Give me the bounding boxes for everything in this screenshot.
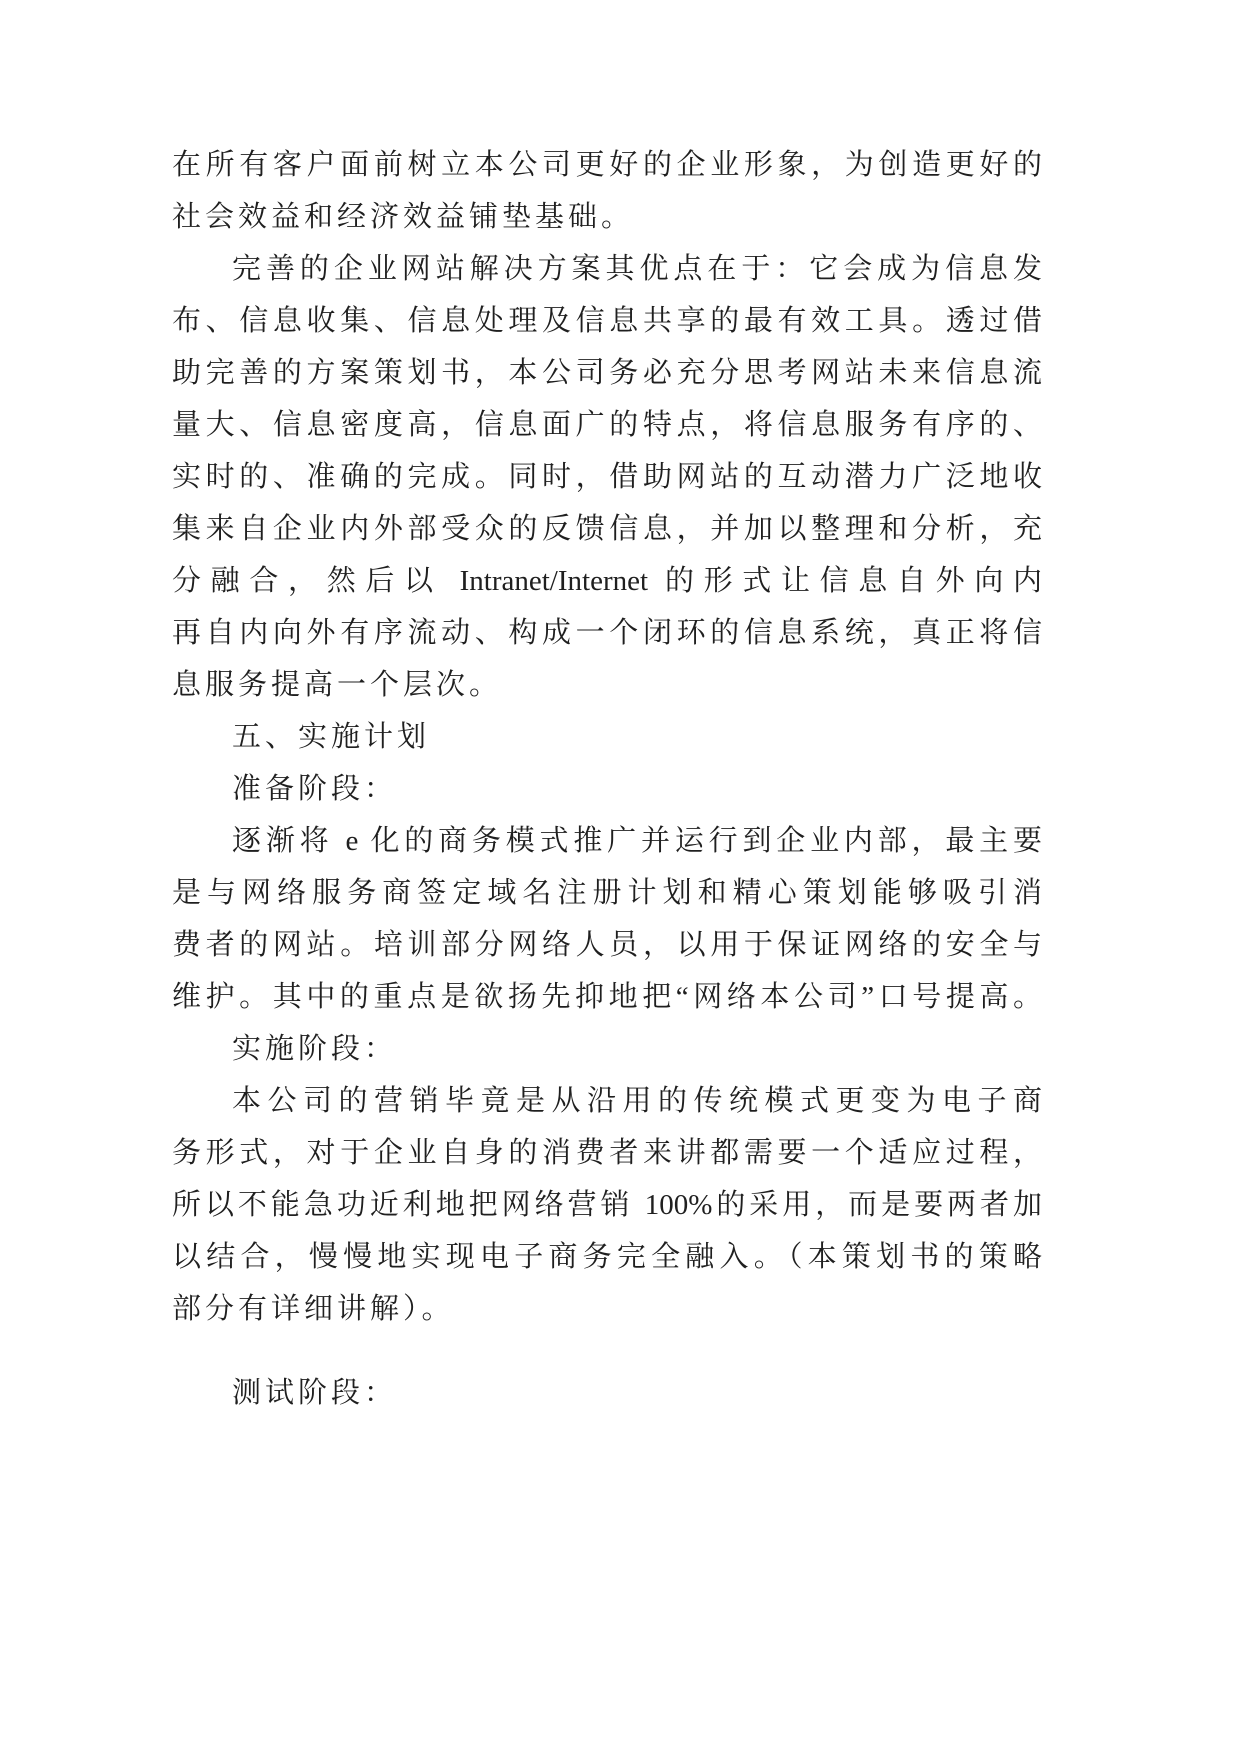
- text-line: 部分有详细讲解）。: [172, 1293, 455, 1325]
- text-line: 是与网络服务商签定域名注册计划和精心策划能够吸引消: [172, 877, 1042, 909]
- text-line: 在所有客户面前树立本公司更好的企业形象，为创造更好的: [172, 149, 1042, 181]
- phase-heading-testing: 测试阶段：: [232, 1377, 398, 1409]
- phase-heading-implementation: 实施阶段：: [232, 1033, 398, 1065]
- text-line: 实时的、准确的完成。同时，借助网站的互动潜力广泛地收: [172, 461, 1042, 493]
- phase-heading-preparation: 准备阶段：: [232, 773, 398, 805]
- document-body: [172, 139, 1042, 1419]
- text-line: 务形式，对于企业自身的消费者来讲都需要一个适应过程，: [172, 1137, 1042, 1169]
- text-line: 助完善的方案策划书，本公司务必充分思考网站未来信息流: [172, 357, 1042, 389]
- text-line: 量大、信息密度高，信息面广的特点，将信息服务有序的、: [172, 409, 1042, 441]
- text-line: 再自内向外有序流动、构成一个闭环的信息系统，真正将信: [172, 617, 1042, 649]
- text-line: 维护。其中的重点是欲扬先抑地把“网络本公司”口号提高。: [172, 981, 1042, 1013]
- text-line: 分融合，然后以 Intranet/Internet 的形式让信息自外向内: [172, 565, 1042, 597]
- text-line: 所以不能急功近利地把网络营销 100%的采用，而是要两者加: [172, 1189, 1042, 1221]
- text-line: 本公司的营销毕竟是从沿用的传统模式更变为电子商: [232, 1085, 1042, 1117]
- text-line: 以结合，慢慢地实现电子商务完全融入。（本策划书的策略: [172, 1241, 1042, 1273]
- text-line: 息服务提高一个层次。: [172, 669, 503, 701]
- text-line: 完善的企业网站解决方案其优点在于：它会成为信息发: [232, 253, 1042, 285]
- text-line: 逐渐将 e 化的商务模式推广并运行到企业内部，最主要: [232, 825, 1042, 857]
- text-line: 社会效益和经济效益铺垫基础。: [172, 201, 635, 233]
- text-line: 集来自企业内外部受众的反馈信息，并加以整理和分析，充: [172, 513, 1042, 545]
- text-line: 布、信息收集、信息处理及信息共享的最有效工具。透过借: [172, 305, 1042, 337]
- text-line: 费者的网站。培训部分网络人员，以用于保证网络的安全与: [172, 929, 1042, 961]
- paragraph-website-solution: [172, 243, 1042, 711]
- paragraph-implementation: [172, 1075, 1042, 1335]
- paragraph-preparation: [172, 815, 1042, 1023]
- section-heading: 五、实施计划: [232, 721, 431, 753]
- paragraph-intro-continuation: [172, 139, 1042, 243]
